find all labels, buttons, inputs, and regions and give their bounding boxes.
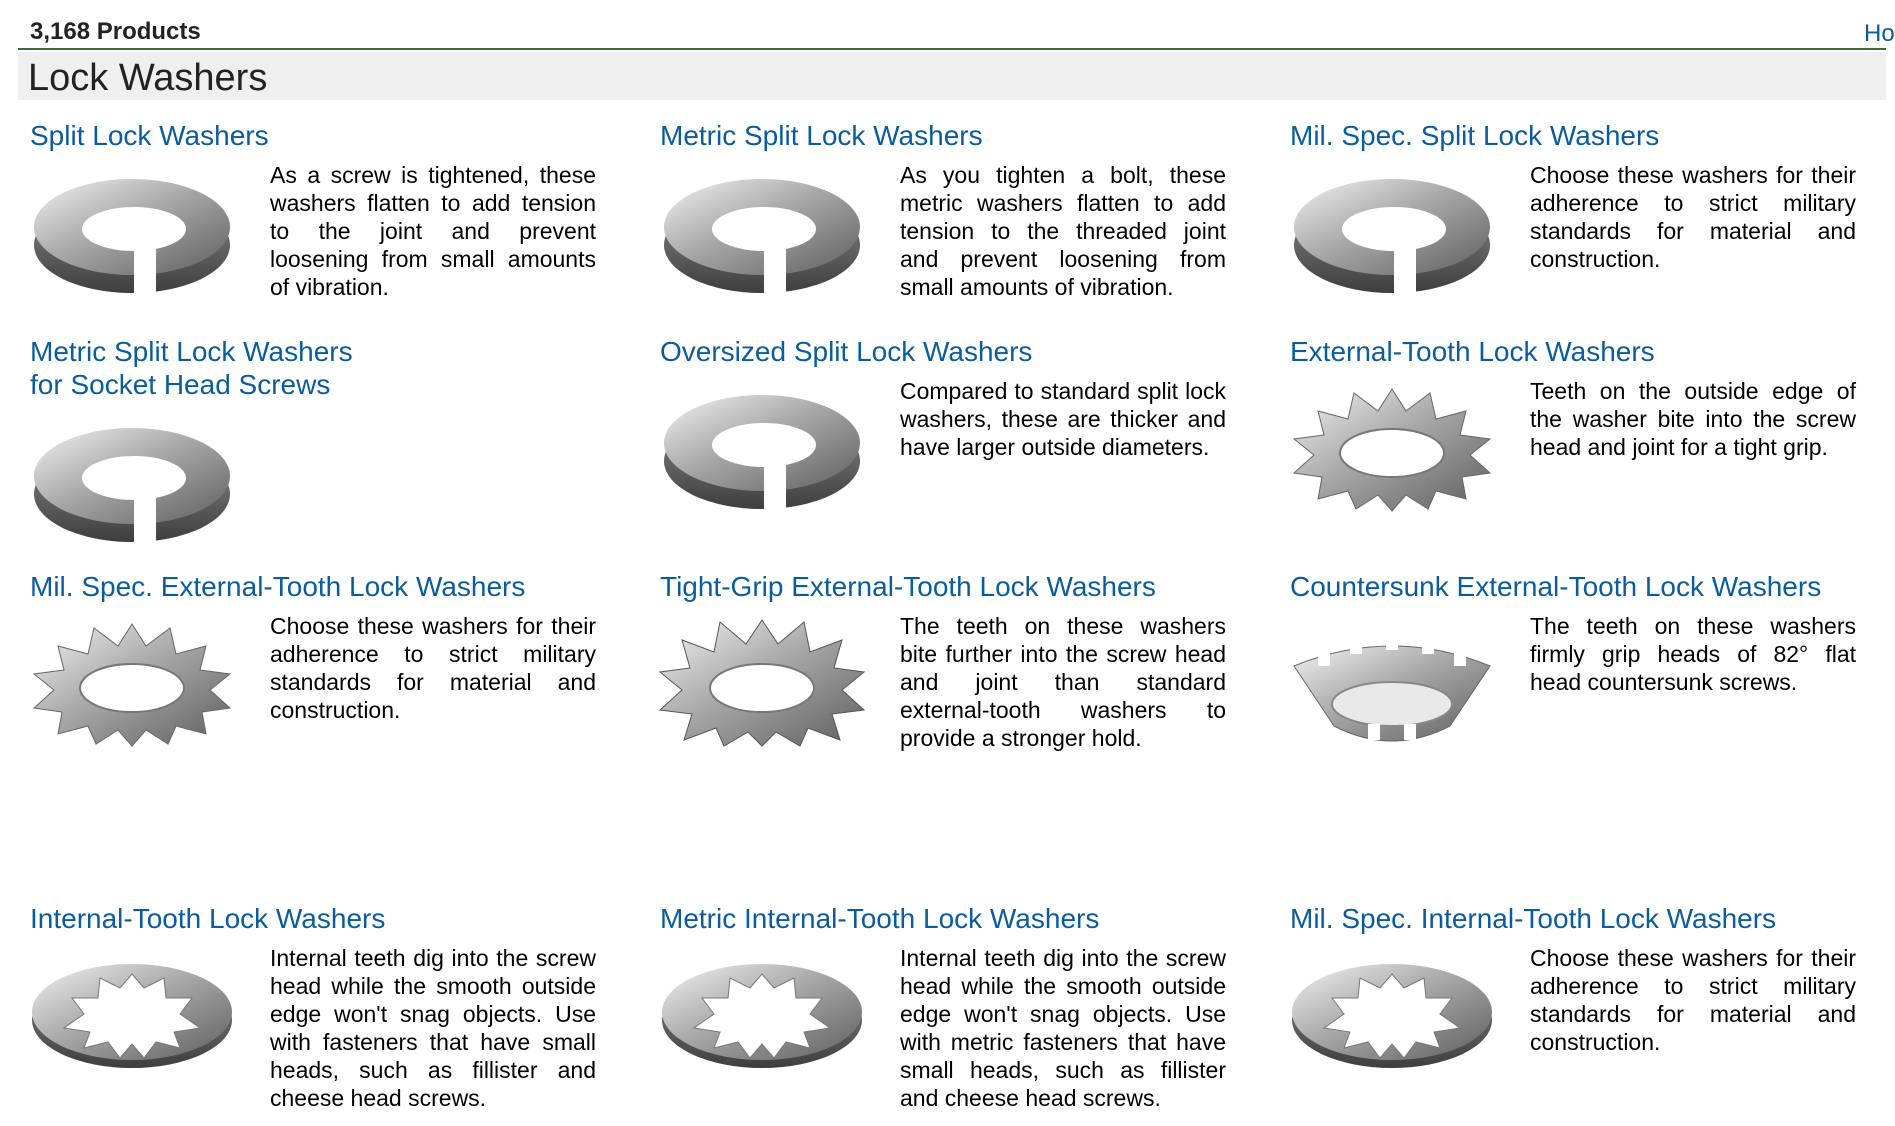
product-card-title[interactable]: Mil. Spec. Internal-Tooth Lock Washers xyxy=(1290,903,1777,934)
product-card-title[interactable]: Metric Internal-Tooth Lock Washers xyxy=(660,903,1100,934)
split-washer-icon[interactable] xyxy=(660,165,865,295)
product-card[interactable] xyxy=(660,902,1230,1112)
external-tooth-washer-icon[interactable] xyxy=(660,616,865,746)
product-card[interactable] xyxy=(660,570,1230,752)
internal-tooth-washer-icon[interactable] xyxy=(660,948,865,1078)
product-count: 3,168 Products xyxy=(30,18,201,45)
product-card-title[interactable]: Countersunk External-Tooth Lock Washers xyxy=(1290,571,1822,602)
product-card-title[interactable]: Internal-Tooth Lock Washers xyxy=(30,903,386,934)
top-bar xyxy=(18,0,1895,50)
page-title: Lock Washers xyxy=(28,57,268,99)
product-card[interactable] xyxy=(660,335,1230,461)
product-card-title[interactable]: Metric Split Lock Washers for Socket Head Screws xyxy=(30,336,353,400)
product-card[interactable] xyxy=(30,570,600,724)
product-card[interactable] xyxy=(660,119,1230,301)
product-card-title[interactable]: External-Tooth Lock Washers xyxy=(1290,336,1655,367)
product-card-title[interactable]: Metric Split Lock Washers xyxy=(660,120,983,151)
product-card-title[interactable]: Tight-Grip External-Tooth Lock Washers xyxy=(660,571,1156,602)
external-tooth-washer-icon[interactable] xyxy=(30,616,235,746)
split-washer-icon[interactable] xyxy=(1290,165,1495,295)
home-link[interactable]: Ho xyxy=(1864,20,1895,47)
countersunk-washer-icon[interactable] xyxy=(1290,616,1495,746)
product-card-description: As you tighten a bolt, these metric washers flatten to add tension to the threaded joint and prevent loosening from small amounts of vibration. xyxy=(900,162,1226,300)
product-card[interactable] xyxy=(30,902,600,1112)
product-card-description: Choose these washers for their adherence to strict military standards for material and construction. xyxy=(1530,945,1856,1055)
split-washer-icon[interactable] xyxy=(30,414,235,544)
product-card[interactable] xyxy=(1290,335,1860,461)
internal-tooth-washer-icon[interactable] xyxy=(1290,948,1495,1078)
external-tooth-washer-icon[interactable] xyxy=(1290,381,1495,511)
split-washer-icon[interactable] xyxy=(660,381,865,511)
product-card-title[interactable]: Split Lock Washers xyxy=(30,120,269,151)
product-card-description: Compared to standard split lock washers, these are thicker and have larger outside diameters. xyxy=(900,378,1226,460)
product-card[interactable] xyxy=(1290,570,1860,696)
product-card-title[interactable]: Mil. Spec. Split Lock Washers xyxy=(1290,120,1660,151)
split-washer-icon[interactable] xyxy=(30,165,235,295)
product-card[interactable] xyxy=(30,335,600,410)
product-card-description: Teeth on the outside edge of the washer bite into the screw head and joint for a tight grip. xyxy=(1530,378,1856,460)
product-card-description: Internal teeth dig into the screw head while the smooth outside edge won't snag objects. Use with fasteners that have small heads, such as fillister and cheese head screws. xyxy=(270,945,596,1111)
product-card-title[interactable]: Oversized Split Lock Washers xyxy=(660,336,1033,367)
product-card-description: Internal teeth dig into the screw head while the smooth outside edge won't snag objects. Use with metric fasteners that have small heads, such as fillister and cheese head screws. xyxy=(900,945,1226,1111)
product-card-description: Choose these washers for their adherence to strict military standards for material and construction. xyxy=(270,613,596,723)
product-card-description: As a screw is tightened, these washers flatten to add tension to the joint and prevent loosening from small amounts of vibration. xyxy=(270,162,596,300)
internal-tooth-washer-icon[interactable] xyxy=(30,948,235,1078)
product-card-description: The teeth on these washers firmly grip heads of 82° flat head countersunk screws. xyxy=(1530,613,1856,695)
product-card[interactable] xyxy=(30,119,600,301)
product-card-description: The teeth on these washers bite further into the screw head and joint than standard external-tooth washers to provide a stronger hold. xyxy=(900,613,1226,751)
product-card-title[interactable]: Mil. Spec. External-Tooth Lock Washers xyxy=(30,571,526,602)
section-header xyxy=(18,52,1886,100)
product-card[interactable] xyxy=(1290,902,1860,1056)
product-card[interactable] xyxy=(1290,119,1860,273)
product-card-description: Choose these washers for their adherence to strict military standards for material and construction. xyxy=(1530,162,1856,272)
